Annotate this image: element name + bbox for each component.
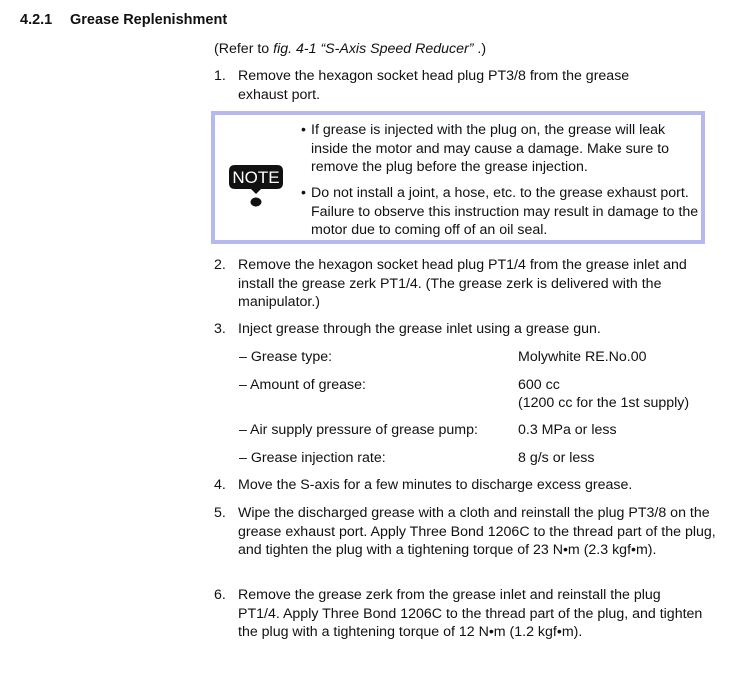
spec-label: – Amount of grease: [239,377,366,393]
section-number: 4.2.1 [20,12,53,28]
bullet-dot: • [301,122,306,138]
step-text: Remove the hexagon socket head plug PT1/4 from the grease inlet and install the grease zerk PT1/4. (The grease zerk is delivered with the manipulator.) [238,257,687,310]
reference-suffix: .) [473,41,487,57]
step-text: Move the S-axis for a few minutes to discharge excess grease. [238,477,633,493]
bullet-dot: • [301,185,306,201]
figure-reference [214,40,486,58]
step-number: 6. [214,587,226,603]
spec-value: 600 cc [518,377,560,393]
note-icon-label: NOTE [232,168,280,187]
figure-title: “S-Axis Speed Reducer” [316,41,474,57]
spec-value: 8 g/s or less [518,450,595,466]
step-text: Inject grease through the grease inlet using a grease gun. [238,321,601,337]
section-heading [20,12,227,28]
step-text: Remove the grease zerk from the grease inlet and reinstall the plug PT1/4. Apply Three Bond 1206C to the thread part of the plug, and tighten the plug with a tightening torque of 12 N•m (1.2 kgf•m). [238,587,703,640]
note-bullet-text: Do not install a joint, a hose, etc. to the grease exhaust port. Failure to observe this instruction may result in damage to the motor due to coming off of an oil seal. [311,185,699,238]
step-number: 2. [214,257,226,273]
note-bullet-text: If grease is injected with the plug on, the grease will leak inside the motor and may cause a damage. Make sure to remove the plug before the grease injection. [311,122,670,175]
note-icon [227,161,285,209]
step-text: Remove the hexagon socket head plug PT3/8 from the grease exhaust port. [238,68,630,103]
note-box [211,111,705,244]
step-number: 5. [214,505,226,521]
spec-label: – Air supply pressure of grease pump: [239,422,478,438]
reference-prefix: (Refer to [214,41,274,57]
step-text: Wipe the discharged grease with a cloth and reinstall the plug PT3/8 on the grease exhaust port. Apply Three Bond 1206C to the thread part of the plug, and tighten the plug with a tightening torque of 23 N•m (2.3 kgf•m). [238,505,716,558]
note-bullet [301,184,699,240]
note-bullet [301,121,699,177]
spec-value: Molywhite RE.No.00 [518,349,647,365]
step-number: 4. [214,477,226,493]
spec-label: – Grease type: [239,349,333,365]
section-title: Grease Replenishment [70,12,228,28]
step-number: 3. [214,321,226,337]
step-number: 1. [214,68,226,84]
spec-label: – Grease injection rate: [239,450,386,466]
figure-link[interactable]: fig. 4-1 [273,41,317,57]
spec-value: 0.3 MPa or less [518,422,617,438]
spec-value-note: (1200 cc for the 1st supply) [518,395,690,411]
